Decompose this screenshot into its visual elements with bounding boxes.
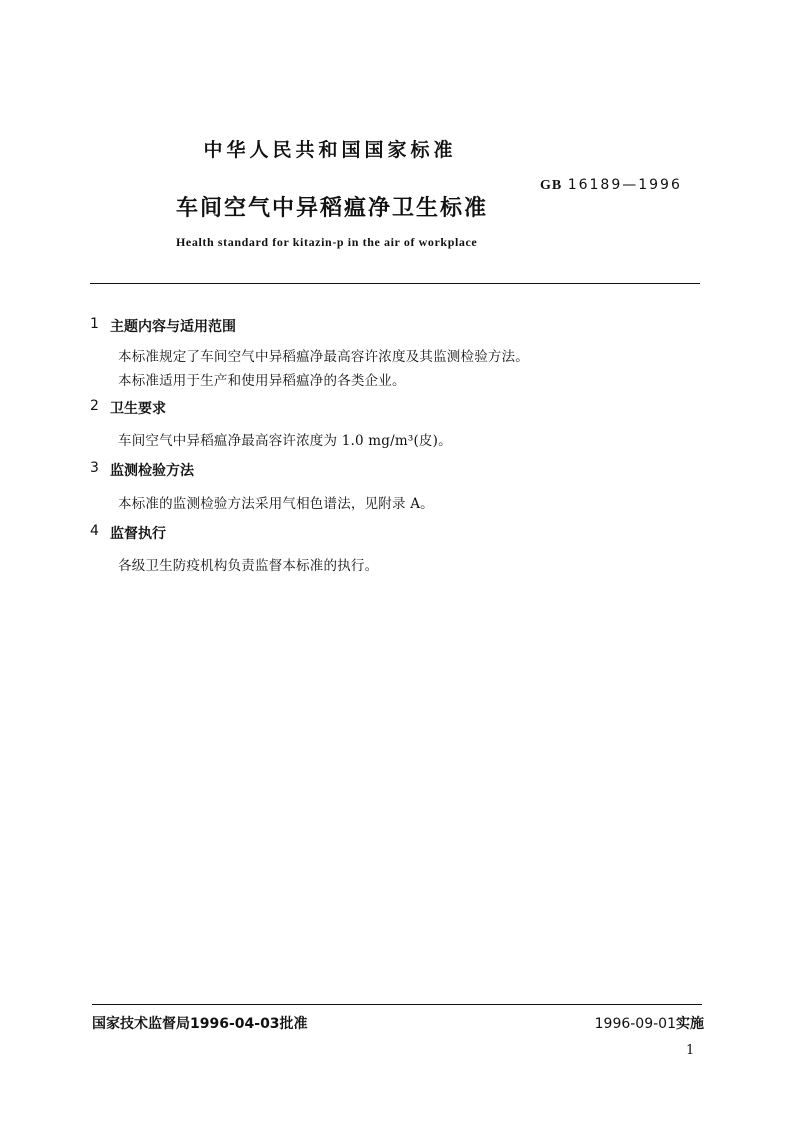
section-title: 卫生要求 <box>110 401 166 417</box>
standard-prefix: GB <box>540 178 563 193</box>
document-title: 车间空气中异稻瘟净卫生标准 <box>176 196 489 221</box>
section-paragraph: 各级卫生防疫机构负责监督本标准的执行。 <box>118 558 379 574</box>
section-number: 4 <box>90 523 99 539</box>
header-divider <box>90 283 700 284</box>
implementation-date: 1996-09-01 <box>594 1016 676 1032</box>
section-number: 1 <box>90 316 99 332</box>
section-number: 2 <box>90 398 99 414</box>
section-paragraph: 车间空气中异稻瘟净最高容许浓度为 1.0 mg/m³(皮)。 <box>118 433 452 449</box>
approval-note: 国家技术监督局1996-04-03批准 <box>92 1016 308 1032</box>
national-standard-title: 中华人民共和国国家标准 <box>203 139 457 161</box>
section-paragraph: 本标准的监测检验方法采用气相色谱法，见附录 A。 <box>118 496 434 512</box>
document-title-english: Health standard for kitazin-p in the air of workplace <box>176 235 478 249</box>
implementation-label: 实施 <box>676 1016 704 1032</box>
section-paragraph: 本标准规定了车间空气中异稻瘟净最高容许浓度及其监测检验方法。 <box>118 349 529 365</box>
section-number: 3 <box>90 460 99 476</box>
section-paragraph: 本标准适用于生产和使用异稻瘟净的各类企业。 <box>118 373 406 389</box>
implementation-note <box>595 1013 704 1033</box>
section-title: 监测检验方法 <box>110 463 194 479</box>
footer-divider <box>92 1004 702 1005</box>
section-title: 监督执行 <box>110 526 166 542</box>
standard-code <box>540 177 682 194</box>
page-number: 1 <box>686 1043 695 1058</box>
section-title: 主题内容与适用范围 <box>110 319 236 335</box>
standard-number: 16189—1996 <box>567 177 682 193</box>
